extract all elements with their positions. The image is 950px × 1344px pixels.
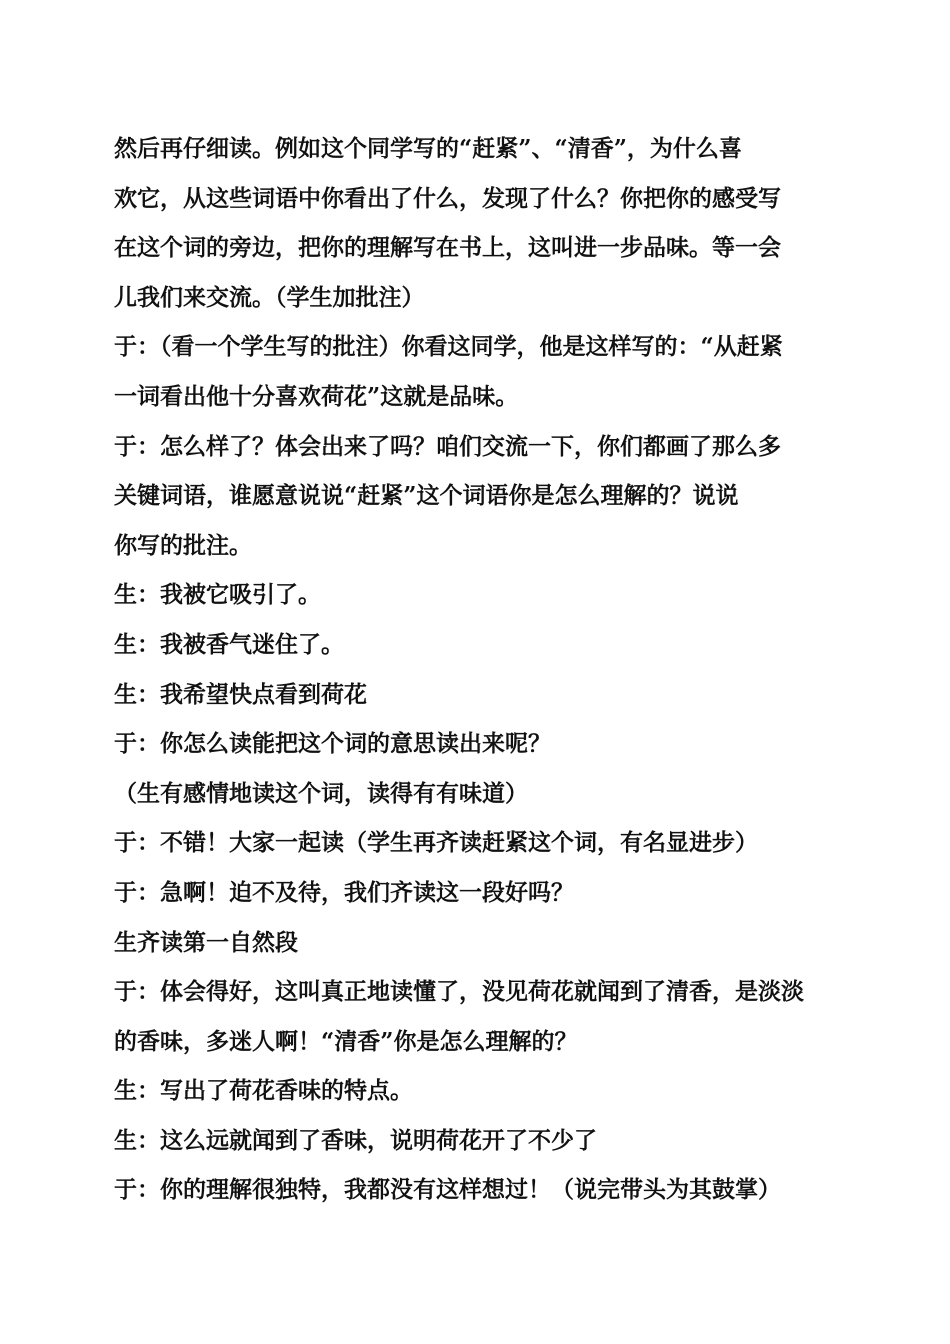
text-line: （生有感情地读这个词，读得有有味道） — [114, 779, 528, 807]
text-line: 于：急啊！迫不及待，我们齐读这一段好吗？ — [114, 878, 574, 906]
text-line: 欢它，从这些词语中你看出了什么，发现了什么？你把你的感受写 — [114, 184, 781, 212]
text-line: 生：我被香气迷住了。 — [114, 630, 344, 658]
text-line: 于：不错！大家一起读（学生再齐读赶紧这个词，有名显进步） — [114, 829, 758, 857]
text-line: 一词看出他十分喜欢荷花”这就是品味。 — [114, 382, 519, 410]
text-line: 的香味，多迷人啊！“清香”你是怎么理解的？ — [114, 1027, 578, 1055]
text-line: 于：怎么样了？体会出来了吗？咱们交流一下，你们都画了那么多 — [114, 432, 781, 460]
text-line: 生齐读第一自然段 — [114, 928, 298, 956]
text-line: 于：你怎么读能把这个词的意思读出来呢？ — [114, 730, 551, 758]
text-line: 生：我希望快点看到荷花 — [114, 680, 367, 708]
text-line: 生：写出了荷花香味的特点。 — [114, 1077, 413, 1105]
text-line: 你写的批注。 — [114, 531, 252, 559]
transcript-text — [114, 124, 844, 1215]
text-line: 关键词语，谁愿意说说“赶紧”这个词语你是怎么理解的？说说 — [114, 482, 739, 510]
text-line: 于：体会得好，这叫真正地读懂了，没见荷花就闻到了清香，是淡淡 — [114, 978, 804, 1006]
text-line: 在这个词的旁边，把你的理解写在书上，这叫进一步品味。等一会 — [114, 234, 781, 262]
text-line: 儿我们来交流。（学生加批注） — [114, 283, 425, 311]
text-line: 生：我被它吸引了。 — [114, 581, 321, 609]
text-line: 生：这么远就闻到了香味，说明荷花开了不少了 — [114, 1126, 597, 1154]
text-line: 于：你的理解很独特，我都没有这样想过！（说完带头为其鼓掌） — [114, 1176, 781, 1204]
text-line: 于：（看一个学生写的批注）你看这同学，他是这样写的：“从赶紧 — [114, 333, 783, 361]
text-line: 然后再仔细读。例如这个同学写的“赶紧”、“清香”，为什么喜 — [114, 135, 742, 162]
